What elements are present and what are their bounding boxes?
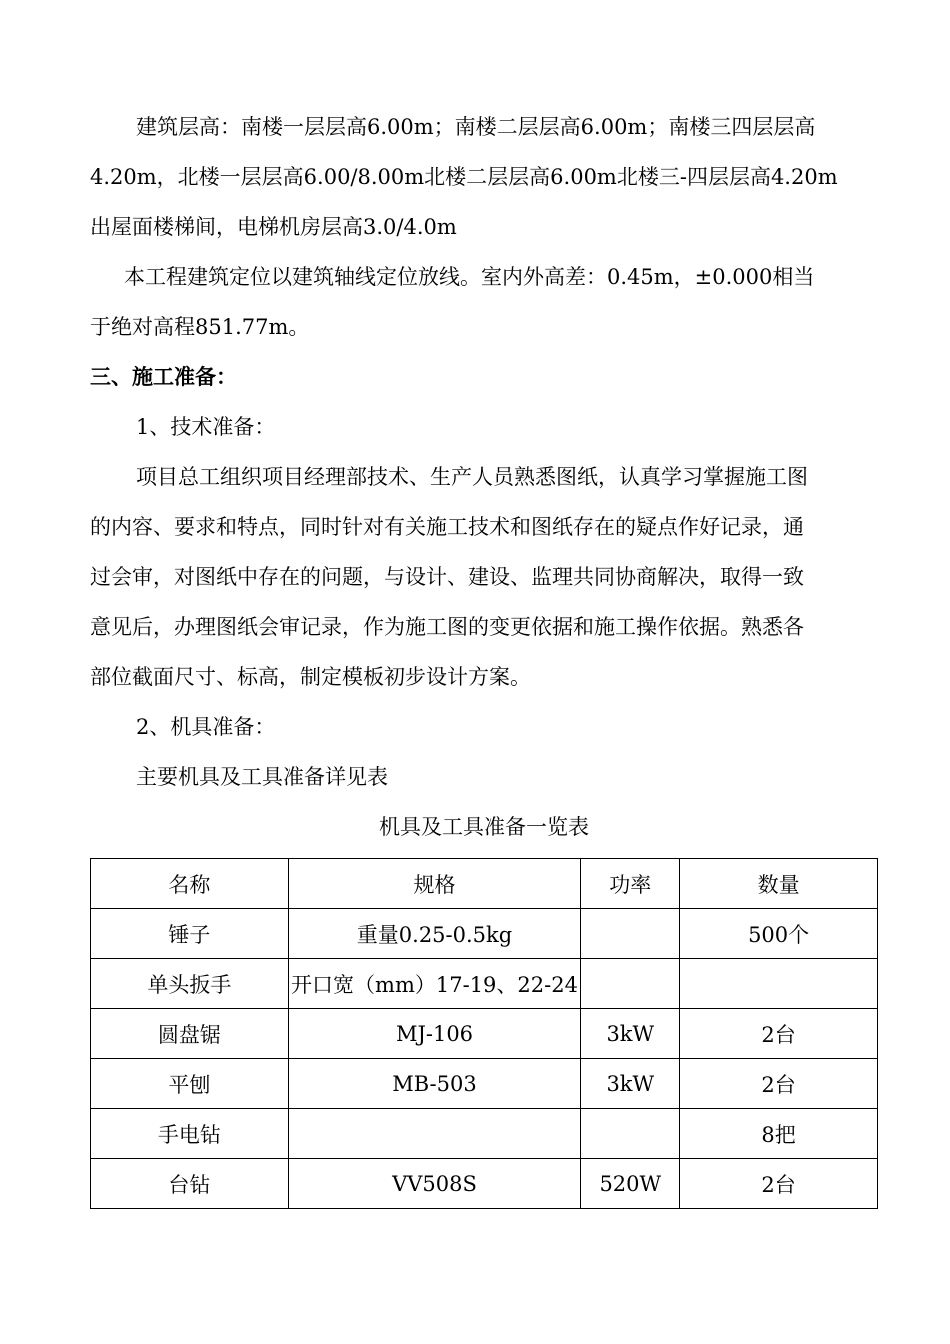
paragraph-line: 项目总工组织项目经理部技术、生产人员熟悉图纸，认真学习掌握施工图 (136, 465, 808, 489)
paragraph-line: 于绝对高程851.77m。 (90, 315, 310, 339)
cell-power: 520W (581, 1159, 680, 1209)
cell-quantity: 500个 (680, 909, 878, 959)
paragraph-line: 本工程建筑定位以建筑轴线定位放线。室内外高差：0.45m，±0.000相当 (124, 265, 815, 289)
cell-name: 手电钻 (91, 1109, 289, 1159)
table-row (91, 1159, 878, 1209)
header-name: 名称 (91, 859, 289, 909)
cell-spec: 开口宽（mm）17-19、22-24 (288, 959, 581, 1009)
equipment-table (90, 858, 878, 1209)
table-header-row (91, 859, 878, 909)
cell-name: 平刨 (91, 1059, 289, 1109)
cell-spec: MJ-106 (288, 1009, 581, 1059)
paragraph-line: 意见后，办理图纸会审记录，作为施工图的变更依据和施工操作依据。熟悉各 (90, 615, 804, 639)
cell-name: 台钻 (91, 1159, 289, 1209)
cell-spec: MB-503 (288, 1059, 581, 1109)
section-heading: 三、施工准备： (90, 364, 237, 389)
paragraph-line: 建筑层高：南楼一层层高6.00m；南楼二层层高6.00m；南楼三四层层高 (136, 115, 816, 139)
paragraph-line: 4.20m，北楼一层层高6.00/8.00m北楼二层层高6.00m北楼三-四层层高4.20m (90, 165, 838, 189)
cell-spec: VV508S (288, 1159, 581, 1209)
cell-spec (288, 1109, 581, 1159)
cell-quantity: 2台 (680, 1059, 878, 1109)
cell-quantity: 8把 (680, 1109, 878, 1159)
table-row (91, 1109, 878, 1159)
subsection-heading: 2、机具准备： (136, 715, 276, 739)
cell-power: 3kW (581, 1059, 680, 1109)
cell-power (581, 959, 680, 1009)
cell-spec: 重量0.25-0.5kg (288, 909, 581, 959)
cell-power (581, 909, 680, 959)
header-quantity: 数量 (680, 859, 878, 909)
subsection-heading: 1、技术准备： (136, 415, 276, 439)
header-spec: 规格 (288, 859, 581, 909)
table-row (91, 1059, 878, 1109)
cell-name: 锤子 (91, 909, 289, 959)
table-row (91, 909, 878, 959)
paragraph-line: 的内容、要求和特点，同时针对有关施工技术和图纸存在的疑点作好记录，通 (90, 515, 804, 539)
cell-quantity: 2台 (680, 1009, 878, 1059)
cell-power (581, 1109, 680, 1159)
paragraph-line: 过会审，对图纸中存在的问题，与设计、建设、监理共同协商解决，取得一致 (90, 565, 804, 589)
cell-name: 圆盘锯 (91, 1009, 289, 1059)
paragraph-line: 部位截面尺寸、标高，制定模板初步设计方案。 (90, 665, 531, 689)
paragraph-line: 出屋面楼梯间，电梯机房层高3.0/4.0m (90, 215, 457, 239)
cell-power: 3kW (581, 1009, 680, 1059)
table-row (91, 1009, 878, 1059)
cell-quantity (680, 959, 878, 1009)
header-power: 功率 (581, 859, 680, 909)
cell-quantity: 2台 (680, 1159, 878, 1209)
paragraph-line: 主要机具及工具准备详见表 (136, 765, 388, 789)
cell-name: 单头扳手 (91, 959, 289, 1009)
table-row (91, 959, 878, 1009)
table-caption: 机具及工具准备一览表 (379, 815, 589, 839)
